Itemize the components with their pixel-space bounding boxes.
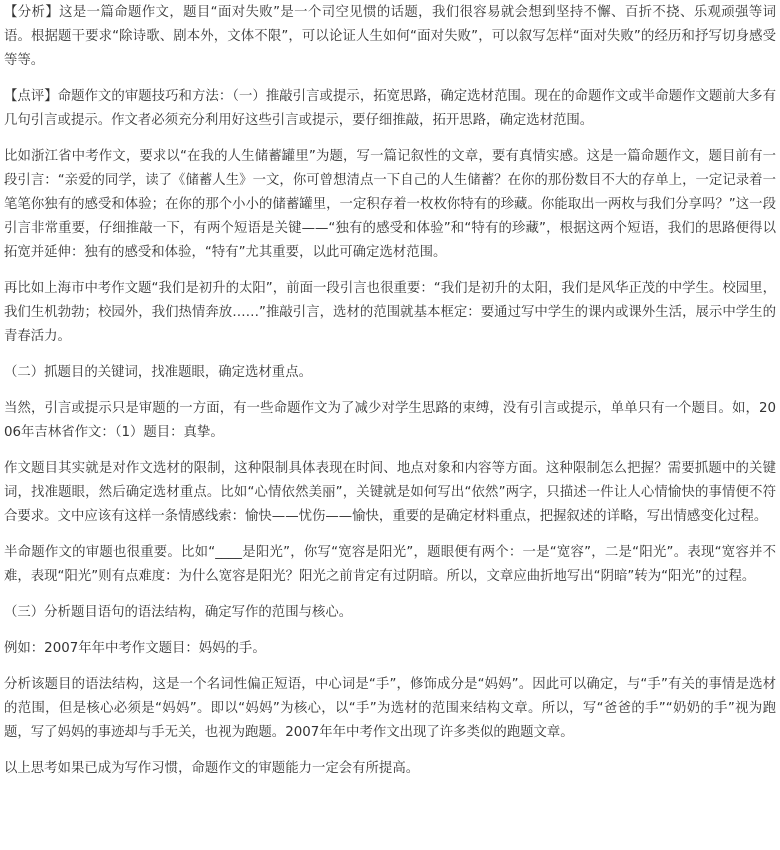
method-two-heading: （二）抓题目的关键词，找准题眼，确定选材重点。 [4, 365, 312, 380]
method-three-heading: （三）分析题目语句的语法结构，确定写作的范围与核心。 [4, 605, 353, 620]
analysis-paragraph: 【分析】这是一篇命题作文，题目“面对失败”是一个司空见惯的话题，我们很容易就会想到坚持不懈、百折不挠、乐观顽强等词语。根据题干要求“除诗歌、剧本外，文体不限”，可以论证人生如何“面对失败”，可以叙写怎样“面对失败”的经历和抒写切身感受等等。 [4, 5, 776, 68]
document-body [4, 1, 776, 781]
jilin-example-paragraph: 当然，引言或提示只是审题的一方面，有一些命题作文为了减少对学生思路的束缚，没有引言或提示，单单只有一个题目。如，2006年吉林省作文：（1）题目：真挚。 [4, 401, 776, 440]
zhejiang-example-paragraph: 比如浙江省中考作文，要求以“在我的人生储蓄罐里”为题，写一篇记叙性的文章，要有真情实感。这是一篇命题作文，题目前有一段引言：“亲爱的同学，读了《储蓄人生》一文，你可曾想清点一下自己的人生储蓄？在你的那份数目不大的存单上，一定记录着一笔笔你独有的感受和体验；在你的那个小小的储蓄罐里，一定积存着一枚枚你特有的珍藏。你能取出一两枚与我们分享吗？”这一段引言非常重要，仔细推敲一下，有两个短语是关键——“独有的感受和体验”和“特有的珍藏”，根据这两个短语，我们的思路便得以拓宽并延伸：独有的感受和体验，“特有”尤其重要，以此可确定选材范围。 [4, 149, 776, 260]
half-title-paragraph: 半命题作文的审题也很重要。比如“____是阳光”，你写“宽容是阳光”，题眼便有两个：一是“宽容”，二是“阳光”。表现“宽容并不难，表现“阳光”则有点难度：为什么宽容是阳光？阳光之前肯定有过阴暗。所以，文章应曲折地写出“阴暗”转为“阳光”的过程。 [4, 545, 776, 584]
grammar-analysis-paragraph: 分析该题目的语法结构，这是一个名词性偏正短语，中心词是“手”，修饰成分是“妈妈”。因此可以确定，与“手”有关的事情是选材的范围，但是核心必须是“妈妈”。即以“妈妈”为核心，以“手”为选材的范围来结构文章。所以，写“爸爸的手”“奶奶的手”视为跑题，写了妈妈的事迹却与手无关，也视为跑题。2007年年中考作文出现了许多类似的跑题文章。 [4, 677, 776, 740]
shanghai-example-paragraph: 再比如上海市中考作文题“我们是初升的太阳”，前面一段引言也很重要：“我们是初升的太阳，我们是风华正茂的中学生。校园里，我们生机勃勃；校园外，我们热情奔放……”推敲引言，选材的范围就基本框定：要通过写中学生的课内或课外生活，展示中学生的青春活力。 [4, 281, 776, 344]
mother-hand-example: 例如：2007年年中考作文题目：妈妈的手。 [4, 641, 266, 656]
conclusion-paragraph: 以上思考如果已成为写作习惯，命题作文的审题能力一定会有所提高。 [4, 761, 420, 776]
comment-paragraph: 【点评】命题作文的审题技巧和方法：（一）推敲引言或提示，拓宽思路，确定选材范围。现在的命题作文或半命题作文题前大多有几句引言或提示。作文者必须充分利用好这些引言或提示，要仔细推敲，拓开思路，确定选材范围。 [4, 89, 776, 128]
keyword-paragraph: 作文题目其实就是对作文选材的限制，这种限制具体表现在时间、地点对象和内容等方面。这种限制怎么把握？需要抓题中的关键词，找准题眼，然后确定选材重点。比如“心情依然美丽”，关键就是如何写出“依然”两字，只描述一件让人心情愉快的事情便不符合要求。文中应该有这样一条情感线索：愉快——忧伤——愉快，重要的是确定材料重点，把握叙述的详略，写出情感变化过程。 [4, 461, 776, 524]
